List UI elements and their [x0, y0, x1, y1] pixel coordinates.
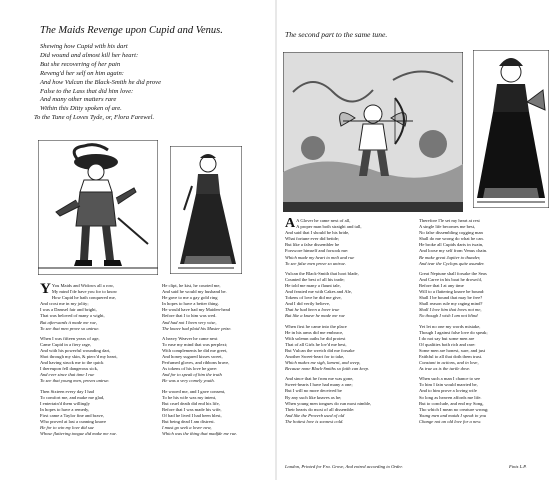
- left-page: [0, 0, 276, 480]
- verse-line: With solemn oaths he did protest: [285, 335, 346, 341]
- verse-line: When young men tongues do run most nimble,: [285, 400, 372, 406]
- subtitle-line: False to the Lass that did him love:: [40, 87, 134, 95]
- verse-line: He would have had my Maiden-head: [162, 307, 230, 313]
- verse-line: And had not I been very wise,: [162, 319, 217, 325]
- cavalier-woodcut: [38, 140, 158, 275]
- verse-line: But being dead I am distrest.: [162, 418, 215, 424]
- verse-line: A single life becomes me best,: [419, 224, 476, 230]
- verse-line: Shot through my skin, & pierc'd my heart,: [40, 354, 118, 360]
- verse-line: By any such like knaves as he;: [285, 394, 342, 400]
- verse-line: To him I fain would married be,: [419, 382, 478, 388]
- verse-line: A proper man both straight and tall,: [296, 224, 362, 230]
- verse-line: He clipt, he kist, he courted me,: [162, 283, 221, 288]
- verse-line: Therefore I'le set my heart at rest: [419, 218, 480, 223]
- verse-line: Before that I at any time: [419, 282, 464, 288]
- verse-line: So long as heaven affords me life.: [419, 394, 482, 400]
- verse-line: Perfumed gloves, and ribbons brave,: [162, 360, 230, 366]
- verse-line: And ever since that time I rue: [40, 372, 95, 378]
- verse-line: In hopes to have a remedy,: [40, 406, 90, 412]
- verse-line: That of all Girls he lov'd me best,: [285, 341, 347, 347]
- verse-line: When such a man I chance to see: [419, 376, 481, 382]
- verse-line: No though I wish I am not blind: [419, 313, 478, 319]
- verse-line: And with his powerful wounding dart,: [40, 347, 111, 353]
- verse-line: That was beloved of many a wight,: [40, 313, 105, 319]
- verse-line: He was a very comely youth.: [162, 378, 215, 384]
- verse-line: And tear the Cyclops quite asunder.: [419, 260, 485, 266]
- left-title: The Maids Revenge upon Cupid and Venus.: [40, 25, 223, 36]
- verse-line: Which made my heart to melt and rue: [285, 254, 355, 260]
- verse-line: I entertain'd them willingly: [40, 400, 90, 406]
- verse-line: Some men are honest, sure, and just: [419, 347, 486, 353]
- left-col1: [40, 283, 118, 437]
- verse-line: To see false men prove so untrue.: [285, 260, 347, 266]
- dropcap: A: [285, 216, 296, 231]
- verse-line: He broke all Cupids darts in twain,: [419, 242, 484, 248]
- verse-line: But like a knave he made me rue: [285, 313, 345, 319]
- subtitle-line: And how Vulcan the Black-Smith he did prove: [40, 78, 162, 86]
- verse-line: To be his wife was my intent,: [162, 394, 217, 400]
- verse-line: Tho which I mean no creature wrong;: [419, 406, 489, 412]
- verse-line: The hottest love is soonest cold.: [285, 418, 344, 424]
- verse-line: I was a Damsel fair and bright,: [40, 307, 97, 313]
- verse-line: And loose my self from Venus chain.: [419, 248, 488, 254]
- verse-line: To see that young men, proves untrue.: [40, 378, 110, 384]
- lady-woodcut-right: [473, 50, 549, 208]
- verse-line: Be make great Jupiter to thunder,: [419, 254, 481, 260]
- verse-line: But to conclude, and end my Song,: [419, 400, 484, 406]
- verse-line: Because none Black-Smiths so faith can keep.: [285, 366, 370, 372]
- verse-line: Before that I to him was wed.: [162, 313, 217, 319]
- verse-line: Change not an old love for a new.: [419, 418, 482, 424]
- verse-line: Shall reason rule my raging mind?: [419, 301, 483, 307]
- verse-line: Forswore himself and forsook me:: [285, 248, 349, 254]
- verse-line: And Carve in his boat he drown'd,: [419, 276, 482, 282]
- imprint: London, Printed for Fra. Grove, And entred according to Order.: [285, 464, 403, 469]
- verse-line: Came Cupid in a fiery rage,: [40, 341, 92, 347]
- verse-line: Sweet-hearts I have had many a one;: [285, 382, 353, 388]
- verse-line: As true as is the turtle dove.: [419, 366, 471, 372]
- verse-line: Constant in actions, and in love,: [419, 360, 479, 366]
- verse-line: And honey sugared kisses sweet,: [162, 354, 223, 360]
- verse-line: With complements he did me greet,: [162, 347, 228, 353]
- verse-line: And I did verily believe,: [285, 301, 331, 307]
- verse-line: Which makes me sigh, lament, and weep,: [285, 360, 361, 366]
- verse-line: He told me many a flaunt tale,: [285, 282, 341, 288]
- verse-line: No false dissembling cogging man: [419, 230, 483, 236]
- verse-line: When first he came into the place: [285, 323, 347, 329]
- verse-line: Who proved at last a cunning knave: [40, 418, 107, 424]
- verse-line: In hopes to have a better thing.: [162, 301, 219, 307]
- verse-line: Of bad he lived I had been blest,: [162, 412, 222, 418]
- verse-line: Though I against false love do speak;: [419, 329, 488, 335]
- right-title: The second part to the same tune.: [285, 30, 388, 39]
- verse-line: Then Sixteen every day I had: [40, 388, 94, 394]
- verse-line: Vulcan the Black-Smith that hoot blade,: [285, 270, 359, 276]
- subtitle-line: But she recovering of her pain: [40, 60, 121, 68]
- verse-line: Great Neptune shall forsake the Seas: [419, 270, 487, 276]
- subtitle-line: And many other matters rare: [40, 96, 117, 104]
- verse-line: He wooed me, and I gave consent,: [162, 388, 226, 394]
- verse-line: Faithful to all that doth them trust.: [419, 353, 483, 359]
- left-subtitle: [34, 43, 162, 123]
- verse-line: A A Glover he came next of all,: [285, 216, 351, 231]
- verse-line: Which was the thing that madfde me rue.: [162, 431, 238, 437]
- verse-line: Whose flattering tongue did make me rue.: [40, 431, 117, 437]
- left-col2: [162, 283, 237, 437]
- verse-line: I thereupon fell dangerous sick,: [40, 366, 99, 372]
- right-col2: [419, 218, 488, 425]
- dropcap: Y: [40, 281, 51, 297]
- verse-line: But like a false dissembler he: [285, 242, 340, 248]
- verse-line: And crost me in my jolity;: [40, 301, 89, 307]
- verse-line: And feasted me with Cakes and Ale,: [285, 289, 352, 295]
- cupid-woodcut: [283, 52, 463, 212]
- verse-line: As tokens of his love he gave:: [162, 366, 218, 372]
- verse-line: And said that I should be his bride,: [285, 230, 350, 236]
- verse-line: Tokens of love he did me give,: [285, 295, 342, 301]
- verse-line: That he had been a lover true: [285, 307, 340, 313]
- verse-line: What fortune ever did betide;: [285, 236, 340, 242]
- tune-line: To the Tune of Loves Tyde, or, Flora Farewel.: [34, 114, 155, 122]
- verse-line: To ease my mind that was perplext;: [162, 341, 228, 347]
- verse-line: But cruel death did end his life,: [162, 400, 220, 406]
- subtitle-line: Reveng'd her self on him again:: [40, 69, 124, 77]
- verse-line: And said he would my husband be.: [162, 289, 227, 295]
- verse-line: When I was fifteen years of age,: [40, 335, 100, 341]
- verse-line: He gave to me a gay gold ring: [162, 295, 218, 301]
- verse-line: My mind I'de have you for to know: [51, 289, 118, 295]
- verse-line: I do not say but some men are: [419, 335, 475, 341]
- verse-line: And to him prove a loving wife: [419, 388, 477, 394]
- verse-line: And since that he from me was gone,: [285, 376, 354, 382]
- verse-line: But I will no more deceived be: [285, 388, 342, 394]
- verse-line: Of qualities both rich and rare:: [419, 341, 476, 347]
- subtitle-line: Did wound and almost kill her heart:: [40, 51, 139, 59]
- subtitle-line: Within this Ditty spoken of are.: [40, 105, 122, 113]
- verse-line: Counted the best of all his trade;: [285, 276, 345, 282]
- right-col1: [285, 218, 371, 425]
- verse-line: To see that men prove so untrue.: [40, 325, 100, 331]
- verse-line: He in his arms did me embrace,: [285, 329, 344, 335]
- verse-line: But Vulcan the wretch did me forsake: [285, 347, 355, 353]
- verse-line: And having struck me to the quick: [40, 360, 104, 366]
- verse-line: Before that I was made his wife,: [162, 406, 222, 412]
- maid-woodcut-left: [170, 146, 242, 274]
- verse-line: Another Sweet-heart for to take,: [285, 353, 345, 359]
- verse-line: And for to speak of him the truth: [162, 372, 222, 378]
- verse-line: Their hearts do most of all dissemble:: [285, 406, 355, 412]
- verse-line: He for to win my love did sue: [40, 425, 94, 431]
- verse-line: To comfort me, and make me glad,: [40, 394, 105, 400]
- verse-line: A heavy Weaver he came next: [162, 335, 218, 341]
- verse-line: The knave had plaid his Master prize.: [162, 325, 232, 331]
- verse-line: But afterwards it made me rue,: [40, 319, 97, 325]
- verse-line: Young men and maids I speak to you: [419, 412, 487, 418]
- verse-line: First came a Taylor fine and brave,: [40, 412, 105, 418]
- verse-line: How Cupid he hath conquered me,: [51, 295, 116, 301]
- verse-line: I must go seek a lover new,: [162, 425, 212, 431]
- subtitle-line: Shewing how Cupid with his dart: [40, 43, 128, 50]
- right-page: [277, 0, 553, 480]
- verse-line: Shall I be bound that may be free?: [419, 295, 483, 301]
- verse-line: Will to a flattering knave be bound:: [419, 289, 485, 295]
- verse-line: Shall I love him that loves not me,: [419, 307, 482, 313]
- verse-line: Y You Maids and Widows all a row,: [40, 281, 114, 297]
- verse-line: Yet let no one my words mistake,: [419, 323, 481, 329]
- finis: Finis L.P.: [509, 464, 527, 469]
- verse-line: Shall do me wrong do what he can.: [419, 236, 484, 242]
- verse-line: And like the Proverb used of old: [285, 412, 345, 418]
